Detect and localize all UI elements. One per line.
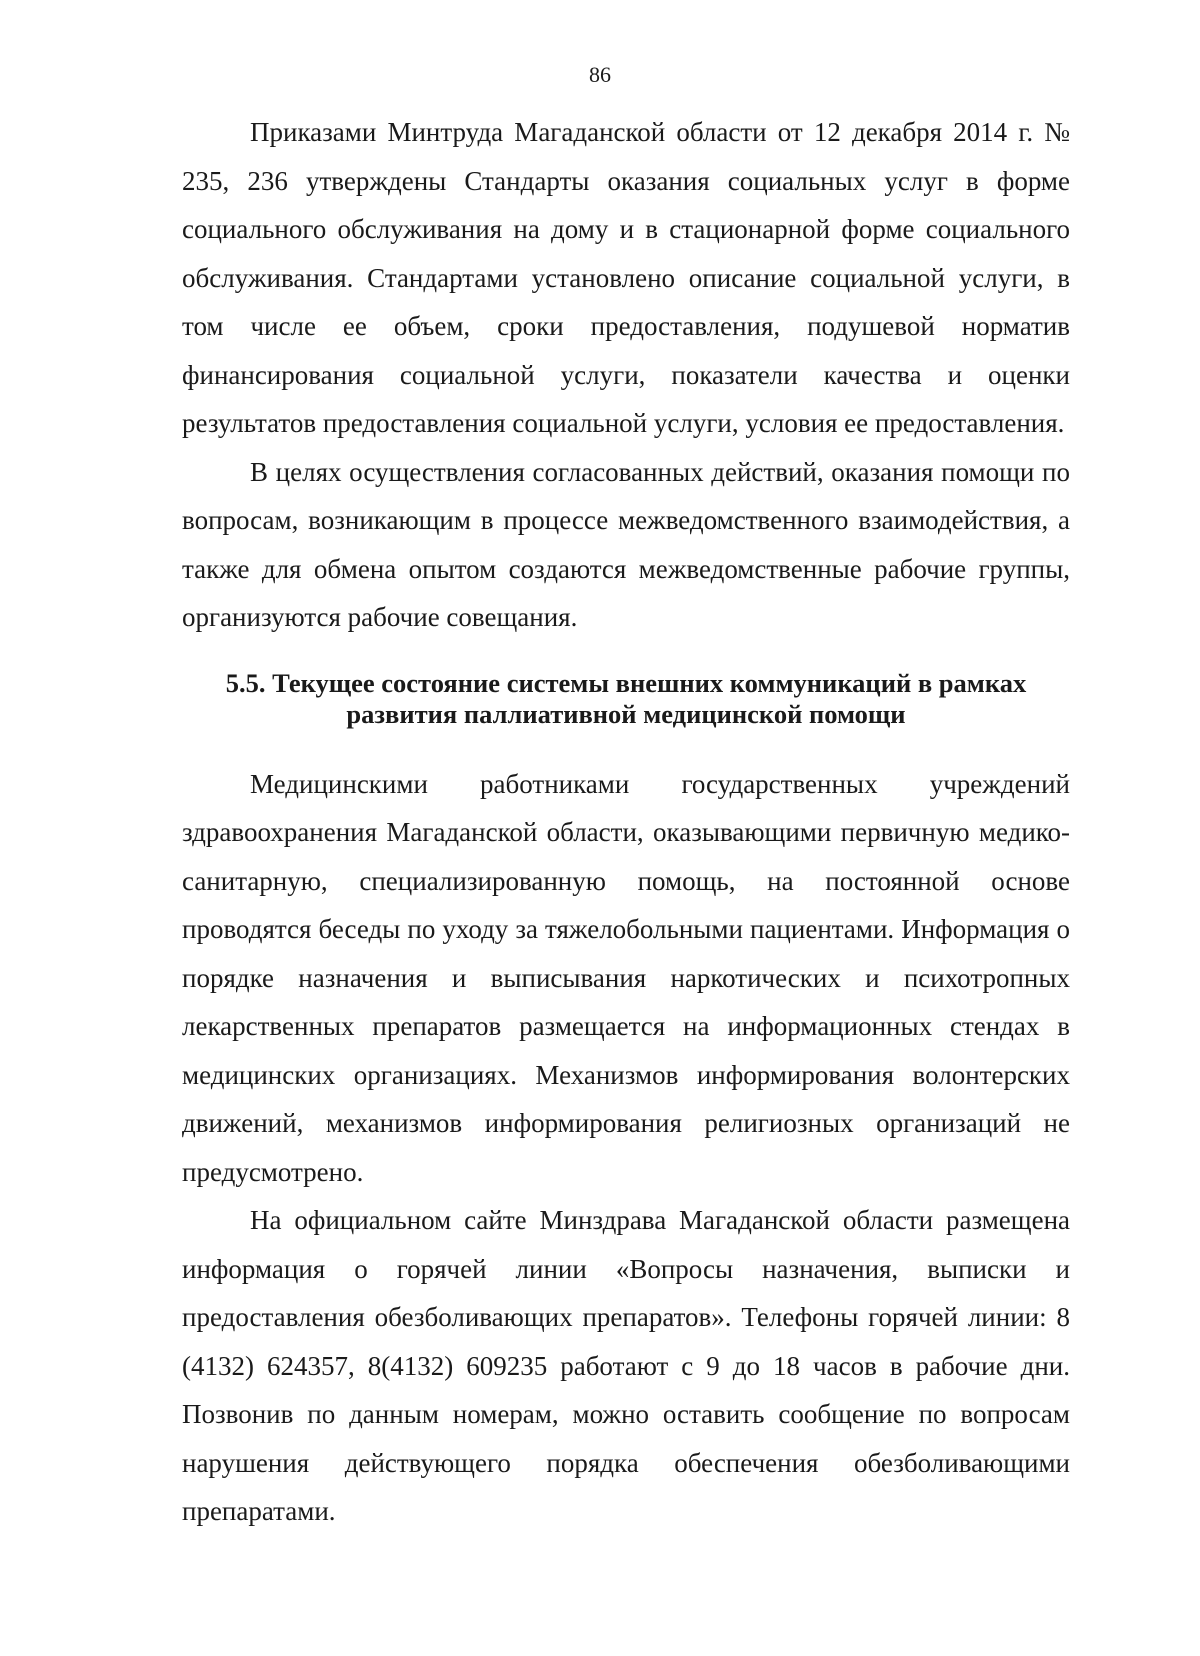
section-heading-line-1: 5.5. Текущее состояние системы внешних коммуникаций в рамках	[225, 667, 1027, 698]
paragraph-medical-workers: Медицинскими работниками государственных учреждений здравоохранения Магаданской области, оказывающими первичную медико-санитарную, специализированную помощь, на постоянной основе проводятся беседы по уходу за тяжелобольными пациентами. Информация о порядке назначения и выписывания наркотических и психотропных лекарственных препаратов размещается на информационных стендах в медицинских организациях. Механизмов информирования волонтерских движений, механизмов информирования религиозных организаций не предусмотрено.	[182, 768, 1070, 1187]
paragraph-working-groups: В целях осуществления согласованных действий, оказания помощи по вопросам, возникающим в процессе межведомственного взаимодействия, а также для обмена опытом создаются межведомственные рабочие группы, организуются рабочие совещания.	[182, 456, 1070, 632]
document-body	[182, 108, 1070, 1536]
section-heading	[182, 668, 1070, 730]
paragraph-hotline: На официальном сайте Минздрава Магаданской области размещена информация о горячей линии «Вопросы назначения, выписки и предоставления обезболивающих препаратов». Телефоны горячей линии: 8 (4132) 624357, 8(4132) 609235 работают с 9 до 18 часов в рабочие дни. Позвонив по данным номерам, можно оставить сообщение по вопросам нарушения действующего порядка обеспечения обезболивающими препаратами.	[182, 1205, 1070, 1526]
paragraph-standards: Приказами Минтруда Магаданской области от 12 декабря 2014 г. № 235, 236 утверждены Стандарты оказания социальных услуг в форме социального обслуживания на дому и в стационарной форме социального обслуживания. Стандартами установлено описание социальной услуги, в том числе ее объем, сроки предоставления, подушевой норматив финансирования социальной услуги, показатели качества и оценки результатов предоставления социальной услуги, условия ее предоставления.	[182, 117, 1070, 438]
page-number: 86	[589, 62, 611, 87]
section-heading-line-2: развития паллиативной медицинской помощи	[346, 698, 906, 729]
